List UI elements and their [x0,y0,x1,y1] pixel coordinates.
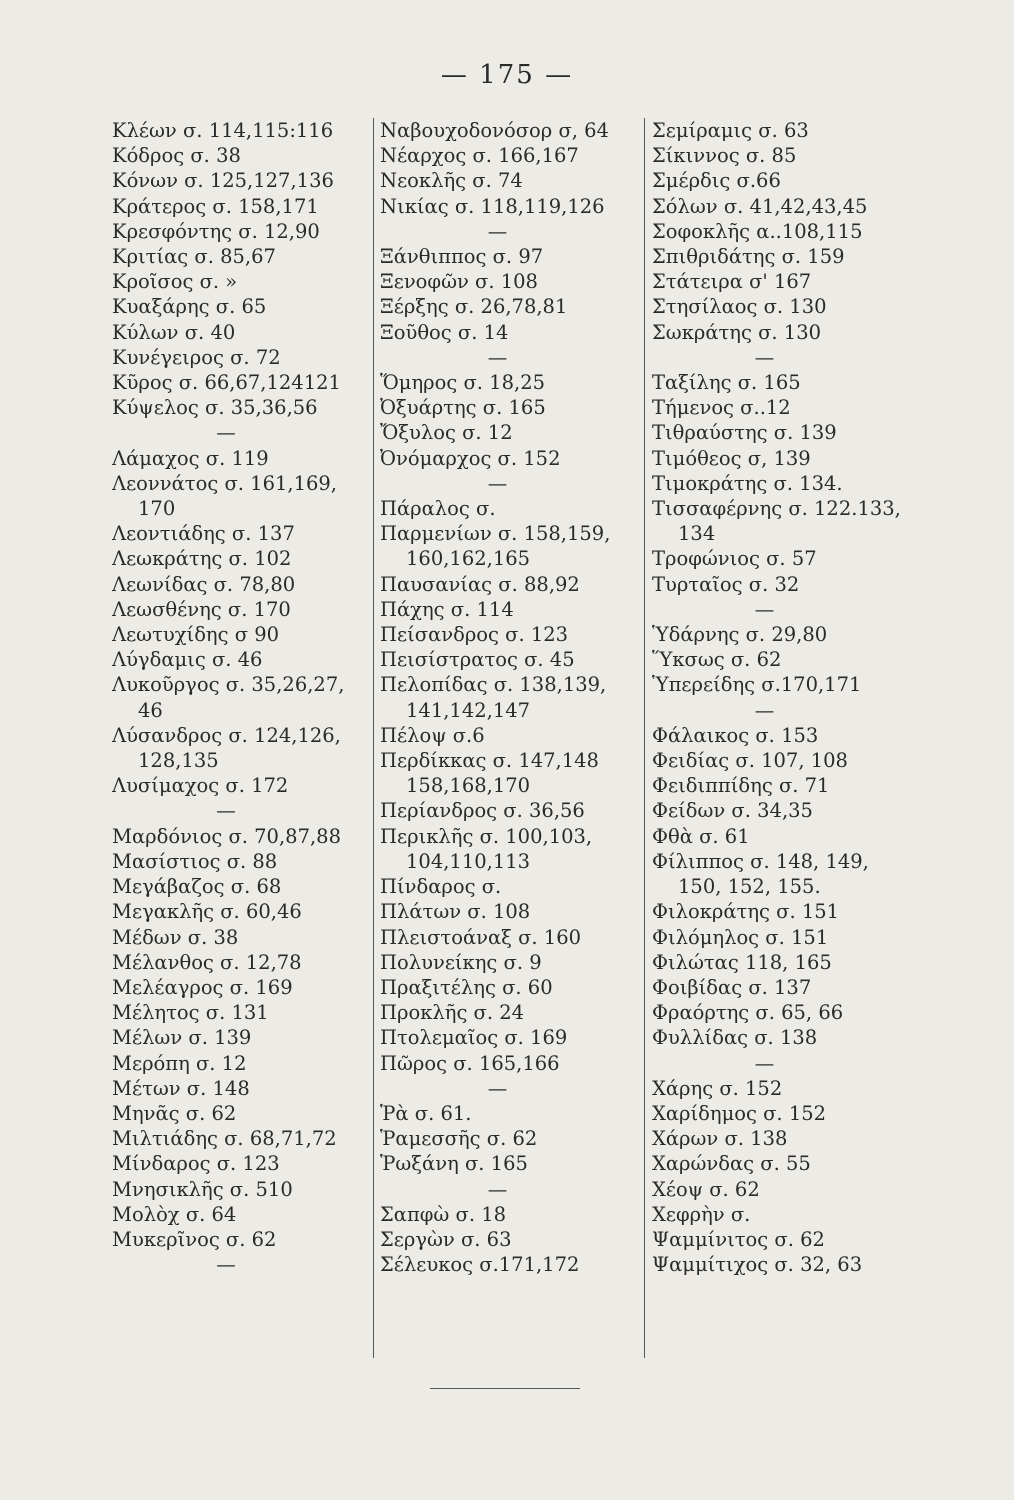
bottom-rule [430,1388,580,1389]
index-entry: Λύγδαμις σ. 46 [112,648,263,672]
index-entry: Ὀνόμαρχος σ. 152 [380,446,561,470]
index-entry: Πάχης σ. 114 [380,597,514,621]
index-entry: Πλάτων σ. 108 [380,900,531,924]
index-entry-continuation: 104,110,113 [406,849,531,873]
index-entry-continuation: 128,135 [138,749,219,773]
index-entry: Ὄξυλος σ. 12 [380,421,513,445]
index-entry: Χέοψ σ. 62 [652,1177,760,1201]
index-entry: Χαρώνδας σ. 55 [652,1152,811,1176]
index-entry: Κύψελος σ. 35,36,56 [112,396,318,420]
index-entry: Μέλων σ. 139 [112,1026,252,1050]
index-entry: Στησίλαος σ. 130 [652,295,827,319]
index-entry: Λάμαχος σ. 119 [112,446,269,470]
index-entry: Λεοννάτος σ. 161,169, [112,471,337,495]
index-entry: Σμέρδις σ.66 [652,169,781,193]
index-entry: Σεμίραμις σ. 63 [652,119,809,142]
index-entry: Πεισίστρατος σ. 45 [380,648,575,672]
index-entry: Φίλιππος σ. 148, 149, [652,849,869,873]
index-entry: Φθὰ σ. 61 [652,824,750,848]
index-entry: Λεωνίδας σ. 78,80 [112,572,296,596]
index-entry: Ῥὰ σ. 61. [380,1101,472,1125]
index-entry: Κλέων σ. 114,115:116 [112,119,334,142]
index-entry: Φιλόμηλος σ. 151 [652,925,829,949]
section-separator: — [754,698,775,722]
index-column-1 [112,118,370,1277]
index-entry: Ξάνθιππος σ. 97 [380,245,544,269]
index-entry: Τιμόθεος σ, 139 [652,446,811,470]
section-separator: — [754,345,775,369]
index-entry-continuation: 134 [678,522,716,546]
section-separator: — [487,1177,508,1201]
index-entry: Ὑπερείδης σ.170,171 [652,673,862,697]
index-entry: Τροφώνιος σ. 57 [652,547,817,571]
index-entry: Λύσανδρος σ. 124,126, [112,723,341,747]
index-entry: Τιθραύστης σ. 139 [652,421,837,445]
index-entry: Ὑδάρνης σ. 29,80 [652,623,828,647]
index-entry: Λυσίμαχος σ. 172 [112,774,289,798]
index-entry: Λεωσθένης σ. 170 [112,597,291,621]
index-entry-continuation: 150, 152, 155. [678,875,821,899]
index-entry: Σαπφὼ σ. 18 [380,1202,507,1226]
index-entry: Φιλοκράτης σ. 151 [652,900,840,924]
column-divider [373,118,374,1358]
index-entry: Ξοῦθος σ. 14 [380,320,509,344]
index-entry: Κύλων σ. 40 [112,320,236,344]
index-entry: Μέλητος σ. 131 [112,1001,269,1025]
section-separator: — [216,421,236,445]
index-entry: Περίανδρος σ. 36,56 [380,799,585,823]
index-column-3 [652,118,907,1277]
index-entry: Πίνδαρος σ. [380,875,502,899]
index-entry: Νέαρχος σ. 166,167 [380,144,579,168]
index-entry: Μαρδόνιος σ. 70,87,88 [112,824,341,848]
index-entry: Κόνων σ. 125,127,136 [112,169,334,193]
index-entry: Μηνᾶς σ. 62 [112,1101,237,1125]
index-entry: Χάρων σ. 138 [652,1127,788,1151]
index-entry: Μολὸχ σ. 64 [112,1202,237,1226]
index-entry: Μέδων σ. 38 [112,925,239,949]
section-separator: — [216,799,236,823]
section-separator: — [487,1076,508,1100]
index-entry: Τυρταῖος σ. 32 [652,572,800,596]
index-entry: Κυαξάρης σ. 65 [112,295,267,319]
index-entry: Φιλώτας 118, 165 [652,950,832,974]
index-entry: Ψαμμίτιχος σ. 32, 63 [652,1253,863,1277]
index-entry: Περικλῆς σ. 100,103, [380,824,593,848]
section-separator: — [754,1051,775,1075]
index-entry: Πλειστοάναξ σ. 160 [380,925,582,949]
index-entry: Μεγάβαζος σ. 68 [112,875,282,899]
index-entry: Λυκοῦργος σ. 35,26,27, [112,673,345,697]
index-entry: Κυνέγειρος σ. 72 [112,345,281,369]
index-entry: Νεοκλῆς σ. 74 [380,169,523,193]
index-entry: Φάλαικος σ. 153 [652,723,819,747]
section-separator: — [754,597,775,621]
index-entry: Φείδων σ. 34,35 [652,799,813,823]
index-entry: Πολυνείκης σ. 9 [380,950,542,974]
index-entry: Ξενοφῶν σ. 108 [380,270,538,294]
index-entry: Ναβουχοδονόσορ σ, 64 [380,119,609,142]
index-column-2 [380,118,645,1277]
index-entry: Φοιβίδας σ. 137 [652,975,812,999]
index-entry: Πτολεμαῖος σ. 169 [380,1026,568,1050]
index-entry: Χαρίδημος σ. 152 [652,1101,827,1125]
index-entry-continuation: 158,168,170 [406,774,531,798]
index-entry: Μασίστιος σ. 88 [112,849,278,873]
index-entry: Σωκράτης σ. 130 [652,320,822,344]
index-entry: Τήμενος σ..12 [652,396,791,420]
index-entry: Πέλοψ σ.6 [380,723,485,747]
index-entry: Ταξίλης σ. 165 [652,371,801,395]
index-entry: Ῥαμεσσῆς σ. 62 [380,1127,538,1151]
index-entry: Προκλῆς σ. 24 [380,1001,525,1025]
index-entry: Μελέαγρος σ. 169 [112,975,293,999]
index-entry: Τισσαφέρνης σ. 122.133, [652,497,901,521]
index-entry: Κροῖσος σ. » [112,270,238,294]
index-entry: Σέλευκος σ.171,172 [380,1253,580,1277]
index-entry: Φραόρτης σ. 65, 66 [652,1001,844,1025]
index-entry: Χάρης σ. 152 [652,1076,783,1100]
index-entry-continuation: 170 [138,497,176,521]
index-entry: Λεωτυχίδης σ 90 [112,623,280,647]
index-entry: Ὀξυάρτης σ. 165 [380,396,546,420]
index-entry: Κριτίας σ. 85,67 [112,245,276,269]
section-separator: — [487,219,508,243]
index-entry: Πάραλος σ. [380,497,496,521]
index-entry: Μέτων σ. 148 [112,1076,250,1100]
index-entry: Μνησικλῆς σ. 510 [112,1177,293,1201]
index-entry: Τιμοκράτης σ. 134. [652,471,843,495]
index-entry: Πείσανδρος σ. 123 [380,623,569,647]
index-entry: Μεγακλῆς σ. 60,46 [112,900,302,924]
section-separator: — [487,471,508,495]
index-entry: Ψαμμίνιτος σ. 62 [652,1227,825,1251]
index-entry: Κρεσφόντης σ. 12,90 [112,219,320,243]
section-separator: — [216,1253,236,1277]
index-entry: Ὕκσως σ. 62 [652,648,782,672]
index-entry: Μέλανθος σ. 12,78 [112,950,302,974]
index-entry: Πῶρος σ. 165,166 [380,1051,560,1075]
index-entry: Πραξιτέλης σ. 60 [380,975,553,999]
index-entry-continuation: 46 [138,698,163,722]
index-entry: Στάτειρα σ' 167 [652,270,812,294]
index-entry: Ὅμηρος σ. 18,25 [380,371,546,395]
index-entry: Παρμενίων σ. 158,159, [380,522,611,546]
index-entry: Σοφοκλῆς α..108,115 [652,219,863,243]
index-entry: Σίκιννος σ. 85 [652,144,797,168]
index-entry: Παυσανίας σ. 88,92 [380,572,580,596]
index-entry: Λεωκράτης σ. 102 [112,547,292,571]
index-entry: Μιλτιάδης σ. 68,71,72 [112,1127,337,1151]
index-entry: Πελοπίδας σ. 138,139, [380,673,607,697]
index-entry: Σεργὼν σ. 63 [380,1227,512,1251]
page-number: — 175 — [440,60,574,90]
index-entry: Κόδρος σ. 38 [112,144,241,168]
index-entry: Ξέρξης σ. 26,78,81 [380,295,568,319]
index-entry: Φυλλίδας σ. 138 [652,1026,818,1050]
index-entry: Μίνδαρος σ. 123 [112,1152,280,1176]
index-entry: Χεφρὴν σ. [652,1202,751,1226]
index-entry: Περδίκκας σ. 147,148 [380,749,599,773]
index-entry: Σόλων σ. 41,42,43,45 [652,194,868,218]
index-entry: Κῦρος σ. 66,67,124121 [112,371,341,395]
index-entry: Λεοντιάδης σ. 137 [112,522,295,546]
index-entry: Κράτερος σ. 158,171 [112,194,319,218]
index-entry: Φειδιππίδης σ. 71 [652,774,830,798]
index-entry: Φειδίας σ. 107, 108 [652,749,848,773]
index-entry: Μυκερῖνος σ. 62 [112,1227,277,1251]
index-entry: Μερόπη σ. 12 [112,1051,247,1075]
index-entry-continuation: 141,142,147 [406,698,531,722]
index-entry: Ῥωξάνη σ. 165 [380,1152,528,1176]
section-separator: — [487,345,508,369]
index-entry: Νικίας σ. 118,119,126 [380,194,605,218]
index-entry: Σπιθριδάτης σ. 159 [652,245,845,269]
index-entry-continuation: 160,162,165 [406,547,531,571]
